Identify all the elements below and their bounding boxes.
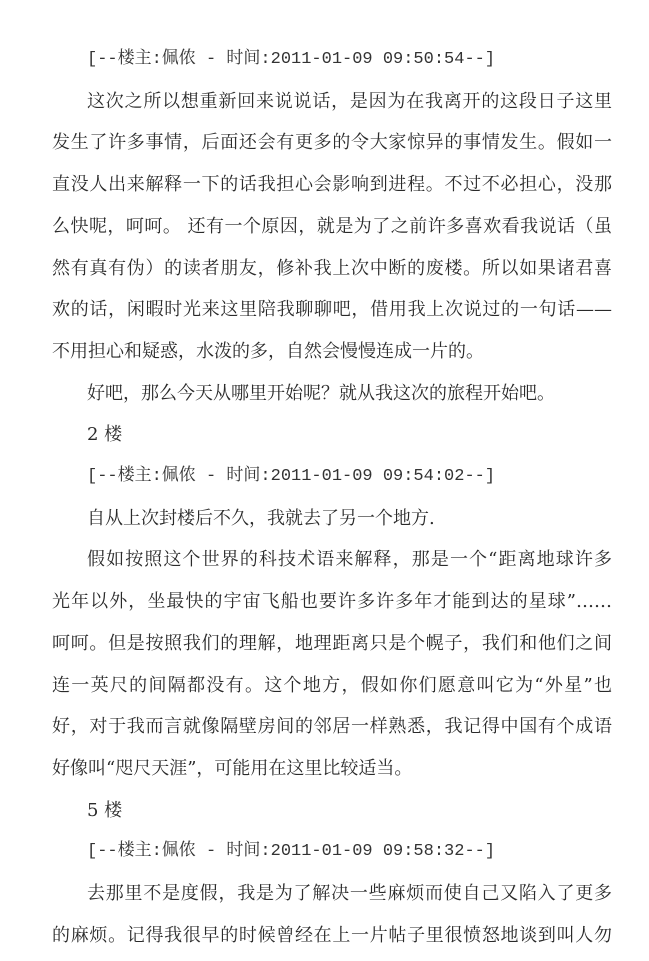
text-line: 2 楼 [87, 424, 123, 446]
text-line: 么快呢，呵呵。 还有一个原因，就是为了之前许多喜欢看我说话（虽 [52, 215, 612, 237]
text-line: 的麻烦。记得我很早的时候曾经在上一片帖子里很愤怒地谈到叫人勿 [52, 924, 612, 946]
text-line: 发生了许多事情，后面还会有更多的令大家惊异的事情发生。假如一 [52, 132, 612, 154]
text-line: 不用担心和疑惑，水泼的多，自然会慢慢连成一片的。 [52, 340, 484, 362]
post-header: [--楼主:佩侬 - 时间:2011-01-09 09:54:02--] [87, 467, 496, 486]
text-line: 去那里不是度假，我是为了解决一些麻烦而使自己又陷入了更多 [87, 883, 612, 904]
text-line: 假如按照这个世界的科技术语来解释，那是一个“距离地球许多 [87, 549, 612, 571]
text-line: 光年以外，坐最快的宇宙飞船也要许多许多年才能到达的星球”…… [52, 591, 612, 613]
text-line: 自从上次封楼后不久，我就去了另一个地方. [87, 507, 435, 529]
text-line: 呵呵。但是按照我们的理解，地理距离只是个幌子，我们和他们之间 [52, 632, 612, 654]
text-line: 连一英尺的间隔都没有。这个地方，假如你们愿意叫它为“外星”也 [52, 674, 612, 696]
text-line: 好，对于我而言就像隔壁房间的邻居一样熟悉，我记得中国有个成语 [52, 716, 612, 738]
post-header: [--楼主:佩侬 - 时间:2011-01-09 09:50:54--] [87, 50, 496, 69]
text-line: 好像叫“咫尺天涯”，可能用在这里比较适当。 [52, 757, 413, 779]
text-line: 然有真有伪）的读者朋友，修补我上次中断的废楼。所以如果诸君喜 [52, 257, 612, 279]
text-line: 好吧，那么今天从哪里开始呢？就从我这次的旅程开始吧。 [87, 382, 555, 404]
text-line: 这次之所以想重新回来说说话，是因为在我离开的这段日子这里 [87, 90, 612, 112]
post-header: [--楼主:佩侬 - 时间:2011-01-09 09:58:32--] [87, 842, 496, 862]
text-line: 直没人出来解释一下的话我担心会影响到进程。不过不必担心，没那 [52, 174, 612, 196]
text-line: 欢的话，闲暇时光来这里陪我聊聊吧，借用我上次说过的一句话—— [52, 299, 612, 321]
text-line: 5 楼 [87, 799, 123, 821]
